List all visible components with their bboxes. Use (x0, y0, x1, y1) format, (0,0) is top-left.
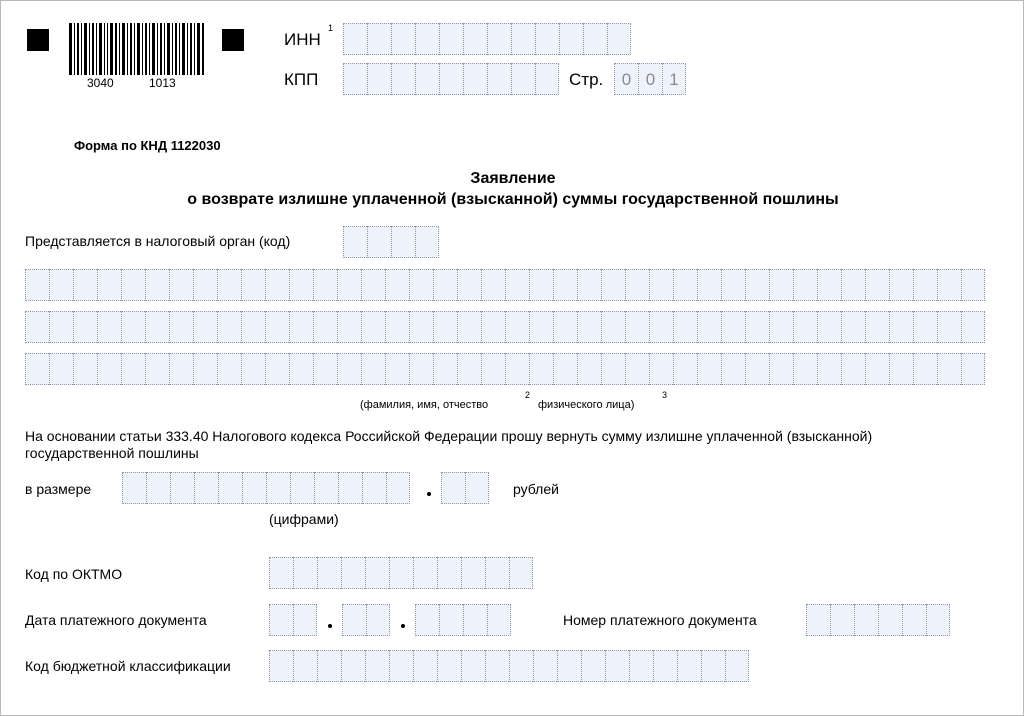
input-cell[interactable] (391, 23, 415, 55)
input-cell[interactable] (745, 353, 769, 385)
input-cell[interactable] (217, 311, 241, 343)
tax-authority-label: Представляется в налоговый орган (код) (25, 233, 291, 249)
input-cell[interactable] (409, 353, 433, 385)
input-cell[interactable] (265, 311, 289, 343)
input-cell[interactable] (505, 311, 529, 343)
input-cell[interactable] (553, 311, 577, 343)
input-cell[interactable] (217, 269, 241, 301)
input-cell[interactable] (583, 23, 607, 55)
input-cell[interactable] (481, 269, 505, 301)
input-cell[interactable] (145, 353, 169, 385)
input-cell[interactable] (535, 63, 559, 95)
input-cell[interactable] (367, 23, 391, 55)
input-cell[interactable] (146, 472, 170, 504)
page-digit: 0 (638, 63, 662, 95)
input-cell[interactable] (961, 311, 985, 343)
input-cell[interactable] (343, 63, 367, 95)
kbk-label: Код бюджетной классификации (25, 658, 231, 674)
input-cell[interactable] (365, 557, 389, 589)
input-cell[interactable] (481, 353, 505, 385)
input-cell[interactable] (193, 311, 217, 343)
input-cell[interactable] (607, 23, 631, 55)
kpp-label: КПП (284, 70, 319, 89)
input-cell[interactable] (697, 269, 721, 301)
input-cell[interactable] (313, 311, 337, 343)
input-cell[interactable] (317, 557, 341, 589)
input-cell[interactable] (559, 23, 583, 55)
input-cell[interactable] (841, 353, 865, 385)
input-cell[interactable] (25, 311, 49, 343)
input-cell[interactable] (362, 472, 386, 504)
input-cell[interactable] (385, 269, 409, 301)
input-cell[interactable] (73, 353, 97, 385)
input-cell[interactable] (529, 269, 553, 301)
input-cell[interactable] (505, 269, 529, 301)
input-cell[interactable] (463, 63, 487, 95)
input-cell[interactable] (241, 311, 265, 343)
input-cell[interactable] (242, 472, 266, 504)
form-title: Заявление (470, 170, 556, 187)
input-cell[interactable] (487, 604, 511, 636)
input-cell[interactable] (170, 472, 194, 504)
input-cell[interactable] (269, 557, 293, 589)
input-cell[interactable] (697, 353, 721, 385)
input-cell[interactable] (793, 269, 817, 301)
input-cell[interactable] (677, 650, 701, 682)
input-cell[interactable] (487, 23, 511, 55)
input-cell[interactable] (889, 269, 913, 301)
input-cell[interactable] (289, 269, 313, 301)
input-cell[interactable] (25, 353, 49, 385)
input-cell[interactable] (601, 353, 625, 385)
oktmo-label: Код по ОКТМО (25, 566, 123, 582)
payment-date-year-field[interactable] (415, 604, 511, 636)
input-cell[interactable] (535, 23, 559, 55)
input-cell[interactable] (366, 604, 390, 636)
input-cell[interactable] (169, 269, 193, 301)
input-cell[interactable] (865, 269, 889, 301)
input-cell[interactable] (465, 472, 489, 504)
input-cell[interactable] (926, 604, 950, 636)
input-cell[interactable] (553, 353, 577, 385)
input-cell[interactable] (725, 650, 749, 682)
kpp-field[interactable] (343, 63, 559, 95)
input-cell[interactable] (391, 63, 415, 95)
input-cell[interactable] (461, 650, 485, 682)
corner-marker-right (222, 29, 244, 51)
input-cell[interactable] (97, 269, 121, 301)
input-cell[interactable] (337, 311, 361, 343)
input-cell[interactable] (313, 269, 337, 301)
input-cell[interactable] (601, 269, 625, 301)
input-cell[interactable] (49, 353, 73, 385)
fio-caption-tail: физического лица) (538, 399, 635, 411)
input-cell[interactable] (511, 63, 535, 95)
input-cell[interactable] (793, 311, 817, 343)
input-cell[interactable] (367, 226, 391, 258)
input-cell[interactable] (902, 604, 926, 636)
input-cell[interactable] (361, 353, 385, 385)
input-cell[interactable] (961, 269, 985, 301)
page-number-field (614, 63, 686, 95)
input-cell[interactable] (865, 311, 889, 343)
input-cell[interactable] (653, 650, 677, 682)
input-cell[interactable] (121, 269, 145, 301)
payment-date-day-field[interactable] (269, 604, 317, 636)
input-cell[interactable] (625, 311, 649, 343)
input-cell[interactable] (415, 63, 439, 95)
input-cell[interactable] (25, 269, 49, 301)
inn-footnote: 1 (328, 23, 334, 33)
input-cell[interactable] (361, 311, 385, 343)
input-cell[interactable] (73, 311, 97, 343)
input-cell[interactable] (338, 472, 362, 504)
input-cell[interactable] (889, 353, 913, 385)
input-cell[interactable] (697, 311, 721, 343)
date-separator (328, 624, 332, 628)
input-cell[interactable] (367, 63, 391, 95)
input-cell[interactable] (937, 269, 961, 301)
input-cell[interactable] (290, 472, 314, 504)
corner-marker-left (27, 29, 49, 51)
input-cell[interactable] (629, 650, 653, 682)
input-cell[interactable] (721, 353, 745, 385)
input-cell[interactable] (439, 604, 463, 636)
input-cell[interactable] (97, 311, 121, 343)
input-cell[interactable] (505, 353, 529, 385)
input-cell[interactable] (721, 311, 745, 343)
input-cell[interactable] (481, 311, 505, 343)
input-cell[interactable] (509, 650, 533, 682)
input-cell[interactable] (625, 269, 649, 301)
input-cell[interactable] (461, 557, 485, 589)
input-cell[interactable] (529, 311, 553, 343)
input-cell[interactable] (409, 311, 433, 343)
input-cell[interactable] (577, 353, 601, 385)
input-cell[interactable] (601, 311, 625, 343)
input-cell[interactable] (266, 472, 290, 504)
input-cell[interactable] (487, 63, 511, 95)
input-cell[interactable] (265, 269, 289, 301)
input-cell[interactable] (529, 353, 553, 385)
input-cell[interactable] (433, 311, 457, 343)
input-cell[interactable] (511, 23, 535, 55)
input-cell[interactable] (49, 311, 73, 343)
input-cell[interactable] (385, 353, 409, 385)
input-cell[interactable] (830, 604, 854, 636)
input-cell[interactable] (793, 353, 817, 385)
input-cell[interactable] (97, 353, 121, 385)
input-cell[interactable] (121, 311, 145, 343)
amount-currency: рублей (513, 481, 559, 497)
fio-line-1[interactable] (25, 269, 985, 301)
input-cell[interactable] (817, 353, 841, 385)
input-cell[interactable] (457, 353, 481, 385)
input-cell[interactable] (365, 650, 389, 682)
input-cell[interactable] (961, 353, 985, 385)
input-cell[interactable] (293, 604, 317, 636)
input-cell[interactable] (415, 604, 439, 636)
input-cell[interactable] (878, 604, 902, 636)
input-cell[interactable] (341, 650, 365, 682)
input-cell[interactable] (413, 650, 437, 682)
input-cell[interactable] (433, 269, 457, 301)
input-cell[interactable] (413, 557, 437, 589)
fio-footnote: 2 (525, 390, 531, 400)
input-cell[interactable] (441, 472, 465, 504)
fio-line-3[interactable] (25, 353, 985, 385)
barcode-number-left: 3040 (87, 76, 114, 90)
input-cell[interactable] (649, 269, 673, 301)
input-cell[interactable] (806, 604, 830, 636)
input-cell[interactable] (241, 353, 265, 385)
amount-kopecks-field[interactable] (441, 472, 489, 504)
input-cell[interactable] (769, 311, 793, 343)
inn-field[interactable] (343, 23, 631, 55)
input-cell[interactable] (673, 311, 697, 343)
input-cell[interactable] (169, 311, 193, 343)
input-cell[interactable] (241, 269, 265, 301)
input-cell[interactable] (317, 650, 341, 682)
input-cell[interactable] (389, 557, 413, 589)
amount-label: в размере (25, 481, 92, 497)
input-cell[interactable] (841, 311, 865, 343)
amount-caption: (цифрами) (269, 511, 339, 527)
input-cell[interactable] (265, 353, 289, 385)
oktmo-field[interactable] (269, 557, 533, 589)
fio-tail-footnote: 3 (662, 390, 668, 400)
fio-caption: (фамилия, имя, отчество (360, 399, 489, 411)
knd-label: Форма по КНД 1122030 (74, 138, 221, 153)
input-cell[interactable] (649, 353, 673, 385)
input-cell[interactable] (673, 269, 697, 301)
input-cell[interactable] (343, 226, 367, 258)
input-cell[interactable] (745, 311, 769, 343)
input-cell[interactable] (439, 63, 463, 95)
basis-text-line-1: На основании статьи 333.40 Налогового кодекса Российской Федерации прошу вернуть сумму излишне уплаченной (взысканной) (25, 428, 873, 444)
input-cell[interactable] (314, 472, 338, 504)
input-cell[interactable] (437, 650, 461, 682)
input-cell[interactable] (769, 353, 793, 385)
input-cell[interactable] (342, 604, 366, 636)
input-cell[interactable] (865, 353, 889, 385)
input-cell[interactable] (361, 269, 385, 301)
input-cell[interactable] (193, 353, 217, 385)
input-cell[interactable] (49, 269, 73, 301)
input-cell[interactable] (341, 557, 365, 589)
input-cell[interactable] (194, 472, 218, 504)
input-cell[interactable] (289, 311, 313, 343)
basis-text-line-2: государственной пошлины (25, 445, 199, 461)
payment-date-month-field[interactable] (342, 604, 390, 636)
input-cell[interactable] (386, 472, 410, 504)
input-cell[interactable] (463, 23, 487, 55)
input-cell[interactable] (485, 557, 509, 589)
input-cell[interactable] (409, 269, 433, 301)
input-cell[interactable] (145, 311, 169, 343)
input-cell[interactable] (73, 269, 97, 301)
input-cell[interactable] (605, 650, 629, 682)
input-cell[interactable] (913, 269, 937, 301)
input-cell[interactable] (391, 226, 415, 258)
input-cell[interactable] (721, 269, 745, 301)
input-cell[interactable] (745, 269, 769, 301)
amount-rubles-field[interactable] (122, 472, 410, 504)
input-cell[interactable] (337, 269, 361, 301)
input-cell[interactable] (121, 353, 145, 385)
input-cell[interactable] (389, 650, 413, 682)
input-cell[interactable] (218, 472, 242, 504)
page-digit: 1 (662, 63, 686, 95)
input-cell[interactable] (701, 650, 725, 682)
input-cell[interactable] (817, 311, 841, 343)
input-cell[interactable] (217, 353, 241, 385)
page-digit: 0 (614, 63, 638, 95)
input-cell[interactable] (269, 650, 293, 682)
input-cell[interactable] (343, 23, 367, 55)
input-cell[interactable] (841, 269, 865, 301)
input-cell[interactable] (415, 23, 439, 55)
input-cell[interactable] (625, 353, 649, 385)
input-cell[interactable] (457, 311, 481, 343)
input-cell[interactable] (385, 311, 409, 343)
input-cell[interactable] (533, 650, 557, 682)
input-cell[interactable] (553, 269, 577, 301)
input-cell[interactable] (937, 311, 961, 343)
input-cell[interactable] (913, 311, 937, 343)
input-cell[interactable] (913, 353, 937, 385)
tax-authority-code-field[interactable] (343, 226, 439, 258)
input-cell[interactable] (577, 269, 601, 301)
input-cell[interactable] (415, 226, 439, 258)
page-label: Стр. (569, 70, 604, 89)
input-cell[interactable] (485, 650, 509, 682)
input-cell[interactable] (337, 353, 361, 385)
input-cell[interactable] (433, 353, 457, 385)
form-subtitle: о возврате излишне уплаченной (взысканной) суммы государственной пошлины (187, 191, 839, 208)
input-cell[interactable] (889, 311, 913, 343)
input-cell[interactable] (122, 472, 146, 504)
input-cell[interactable] (577, 311, 601, 343)
barcode (69, 23, 205, 75)
input-cell[interactable] (817, 269, 841, 301)
decimal-point (427, 492, 431, 496)
input-cell[interactable] (649, 311, 673, 343)
input-cell[interactable] (463, 604, 487, 636)
input-cell[interactable] (769, 269, 793, 301)
inn-label: ИНН (284, 30, 321, 49)
input-cell[interactable] (437, 557, 461, 589)
input-cell[interactable] (269, 604, 293, 636)
input-cell[interactable] (854, 604, 878, 636)
input-cell[interactable] (557, 650, 581, 682)
input-cell[interactable] (673, 353, 697, 385)
input-cell[interactable] (937, 353, 961, 385)
input-cell[interactable] (293, 650, 317, 682)
input-cell[interactable] (145, 269, 169, 301)
input-cell[interactable] (193, 269, 217, 301)
input-cell[interactable] (169, 353, 193, 385)
payment-number-label: Номер платежного документа (563, 612, 757, 628)
payment-date-label: Дата платежного документа (25, 612, 207, 628)
fio-line-2[interactable] (25, 311, 985, 343)
input-cell[interactable] (313, 353, 337, 385)
input-cell[interactable] (581, 650, 605, 682)
input-cell[interactable] (293, 557, 317, 589)
input-cell[interactable] (509, 557, 533, 589)
input-cell[interactable] (439, 23, 463, 55)
date-separator (401, 624, 405, 628)
kbk-field[interactable] (269, 650, 749, 682)
input-cell[interactable] (289, 353, 313, 385)
barcode-number-right: 1013 (149, 76, 176, 90)
payment-number-field[interactable] (806, 604, 950, 636)
input-cell[interactable] (457, 269, 481, 301)
